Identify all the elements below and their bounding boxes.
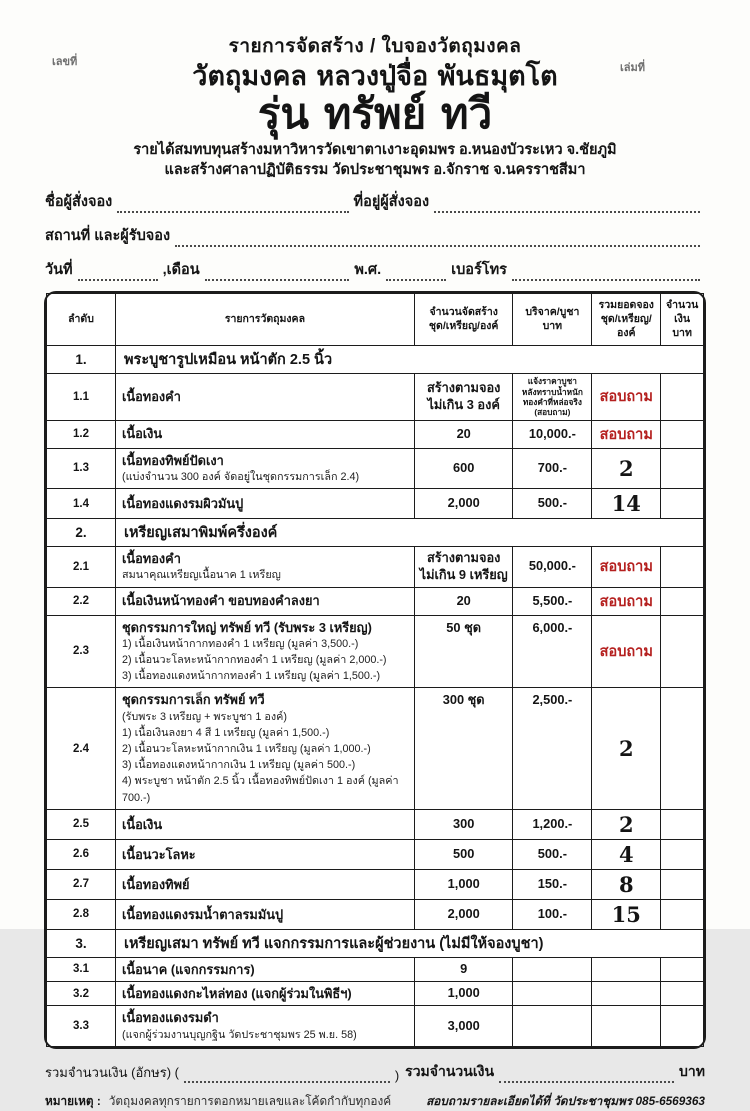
cell-line-sub: 1) เนื้อเงินลงยา 4 สี 1 เหรียญ (มูลค่า 1,500.-): [121, 726, 330, 739]
column-header-line: จำนวนจัดสร้าง: [429, 306, 498, 319]
phone-label: เบอร์โทร: [451, 262, 507, 279]
quantity-made-cell: [414, 899, 513, 929]
donation-price-cell: [513, 839, 592, 869]
amount-cell: [661, 869, 704, 899]
cell-line-sub: ทองคำที่หล่อจริง: [522, 396, 582, 407]
column-header: [414, 294, 513, 346]
cell-line-main: เนื้อทองแดงรมดำ: [121, 1010, 219, 1026]
cell-line-main: เนื้อนาค (แจกกรรมการ): [121, 961, 255, 977]
section-number: 2.: [47, 519, 116, 547]
cell-line-main: เนื้อทองแดงกะไหล่ทอง (แจกผู้ร่วมในพิธีฯ): [121, 985, 352, 1001]
section-number: 1.: [47, 346, 116, 374]
amount-cell: [661, 374, 704, 420]
donation-price-cell: [513, 587, 592, 615]
year-field[interactable]: [386, 266, 446, 281]
donation-price-cell: [513, 420, 592, 448]
place-receiver-label: สถานที่ และผู้รับจอง: [45, 228, 171, 245]
quantity-made-cell: [414, 957, 513, 981]
form-header: [0, 0, 750, 178]
item-description: [115, 1006, 414, 1046]
item-description: [115, 420, 414, 448]
cell-line-main: 600: [453, 460, 475, 475]
cell-line-main: 9: [460, 961, 468, 977]
column-header-line: บาท: [672, 326, 692, 339]
item-number: 2.1: [47, 547, 116, 587]
item-row: [47, 809, 704, 839]
total-booked-cell: [592, 420, 661, 448]
donation-price-cell: [513, 809, 592, 839]
cell-line-main: เนื้อทองคำ: [121, 551, 181, 567]
place-line: [45, 224, 705, 247]
donation-price-cell: [513, 374, 592, 420]
item-description: [115, 957, 414, 981]
item-row: [47, 688, 704, 809]
amount-cell: [661, 957, 704, 981]
item-number: 2.2: [47, 587, 116, 615]
inquire-stamp: สอบถาม: [599, 593, 653, 610]
note-line: [45, 1092, 705, 1111]
cell-line-main: เนื้อเงิน: [121, 426, 163, 442]
place-receiver-field[interactable]: [175, 232, 700, 247]
quantity-made-cell: [414, 489, 513, 519]
item-description: [115, 587, 414, 615]
donation-price-cell: [513, 688, 592, 809]
total-words-field[interactable]: [184, 1068, 390, 1083]
name-address-line: [45, 190, 705, 213]
cell-line-main: 2,000: [447, 905, 480, 921]
order-table-frame: [44, 291, 706, 1048]
purpose-line-1: รายได้สมทบทุนสร้างมหาวิหารวัดเขาตาเงาะอุดมพร อ.หนองบัวระเหว จ.ชัยภูมิ: [133, 141, 617, 158]
item-row: [47, 615, 704, 688]
item-number: 2.5: [47, 809, 116, 839]
date-field[interactable]: [78, 266, 158, 281]
total-words-close: ): [394, 1067, 400, 1083]
donation-price-cell: [513, 489, 592, 519]
donation-price-cell: [513, 1006, 592, 1046]
handwritten-count: 2: [618, 455, 634, 481]
item-number: 1.2: [47, 420, 116, 448]
item-number: 3.1: [47, 957, 116, 981]
cell-line-main: เนื้อทองทิพย์ปัดเงา: [121, 452, 224, 468]
total-booked-cell: [592, 374, 661, 420]
donation-price-cell: [513, 869, 592, 899]
cell-line-sub: สมนาคุณเหรียญเนื้อนาค 1 เหรียญ: [121, 569, 281, 582]
cell-line-main: 5,500.-: [532, 592, 573, 608]
donation-price-cell: [513, 547, 592, 587]
column-header-line: บริจาค/บูชา: [525, 306, 580, 319]
cell-line-main: 300 ชุด: [442, 692, 485, 708]
temple-title: วัตถุมงคล หลวงปู่จื่อ พันธมุตโต: [192, 60, 558, 92]
purpose-line-2: และสร้างศาลาปฏิบัติธรรม วัดประชาชุมพร อ.จักราช จ.นครราชสีมา: [164, 161, 586, 178]
item-number: 2.4: [47, 688, 116, 809]
amount-cell: [661, 547, 704, 587]
cell-line-main: 50 ชุด: [446, 619, 482, 635]
item-number: 1.4: [47, 489, 116, 519]
inquire-stamp: สอบถาม: [599, 643, 653, 660]
cell-line-main: 3,000: [447, 1017, 480, 1033]
note-text: วัตถุมงคลทุกรายการตอกหมายเลขและโค้ดกำกับทุกองค์: [108, 1093, 392, 1108]
orderer-address-field[interactable]: [434, 198, 700, 213]
cell-line-main: 500: [453, 845, 475, 861]
cell-line-main: เนื้อทองแดงรมน้ำตาลรมมันปู: [121, 906, 284, 922]
item-number: 2.8: [47, 899, 116, 929]
cell-line-main: แจ้งราคาบูชา: [527, 376, 577, 387]
contact-info: สอบถามรายละเอียดได้ที่ วัดประชาชุมพร 085-6569363: [426, 1093, 705, 1108]
form-title: รายการจัดสร้าง / ใบจองวัตถุมงคล: [228, 36, 522, 57]
note-label: หมายเหตุ :: [45, 1093, 101, 1108]
handwritten-count: 8: [618, 871, 634, 897]
cell-line-sub: (แจกผู้ร่วมงานบุญกฐิน วัดประชาชุมพร 25 พ.ย. 58): [121, 1028, 357, 1041]
item-description: [115, 489, 414, 519]
item-row: [47, 448, 704, 488]
item-row: [47, 839, 704, 869]
quantity-made-cell: [414, 448, 513, 488]
item-row: [47, 420, 704, 448]
amount-cell: [661, 981, 704, 1005]
quantity-made-cell: [414, 374, 513, 420]
amount-cell: [661, 809, 704, 839]
total-booked-cell: [592, 547, 661, 587]
total-line: [45, 1061, 705, 1083]
date-phone-line: [45, 258, 705, 281]
cell-line-main: 1,200.-: [532, 815, 573, 831]
section-title: พระบูชารูปเหมือน หน้าตัก 2.5 นิ้ว: [115, 346, 703, 374]
item-row: [47, 981, 704, 1005]
item-row: [47, 869, 704, 899]
quantity-made-cell: [414, 688, 513, 809]
amount-cell: [661, 899, 704, 929]
item-description: [115, 839, 414, 869]
donation-price-cell: [513, 981, 592, 1005]
order-table-head: [47, 294, 704, 346]
cell-line-main: 6,000.-: [532, 619, 573, 635]
amount-cell: [661, 587, 704, 615]
item-number: 2.3: [47, 615, 116, 688]
cell-line-main: 1,000: [447, 875, 480, 891]
inquire-stamp: สอบถาม: [599, 426, 653, 443]
item-description: [115, 869, 414, 899]
column-header-line: จำนวนเงิน: [665, 299, 699, 325]
donation-price-cell: [513, 899, 592, 929]
cell-line-main: 500.-: [537, 845, 567, 861]
cell-line-main: เนื้อนวะโลหะ: [121, 846, 196, 862]
total-booked-cell: [592, 981, 661, 1005]
section-title: เหรียญเสมาพิมพ์ครึ่งองค์: [115, 519, 703, 547]
item-number: 1.3: [47, 448, 116, 488]
cell-line-main: 1,000: [447, 985, 480, 1001]
cell-line-sub: 2) เนื้อนวะโลหะหน้ากากเงิน 1 เหรียญ (มูลค่า 1,000.-): [121, 742, 371, 755]
donation-price-cell: [513, 615, 592, 688]
cell-line-main: 20: [456, 425, 471, 441]
total-booked-cell: [592, 809, 661, 839]
total-booked-cell: [592, 899, 661, 929]
handwritten-count: 2: [618, 736, 634, 762]
amount-cell: [661, 489, 704, 519]
section-row: [47, 519, 704, 547]
handwritten-count: 4: [618, 841, 634, 867]
item-number: 2.7: [47, 869, 116, 899]
total-booked-cell: [592, 839, 661, 869]
total-words-label: รวมจำนวนเงิน (อักษร) (: [45, 1064, 179, 1080]
item-description: [115, 809, 414, 839]
cell-line-sub: หลังทราบน้ำหนัก: [521, 386, 583, 397]
item-number: 3.2: [47, 981, 116, 1005]
amount-cell: [661, 448, 704, 488]
amount-cell: [661, 839, 704, 869]
cell-line-sub: 4) พระบูชา หน้าตัก 2.5 นิ้ว เนื้อทองทิพย์ปัดเงา 1 องค์ (มูลค่า 700.-): [121, 775, 399, 804]
item-row: [47, 547, 704, 587]
cell-line-main: 50,000.-: [528, 558, 576, 574]
year-label: พ.ศ.: [354, 262, 382, 279]
item-description: [115, 981, 414, 1005]
column-header-line: ลำดับ: [68, 312, 94, 325]
cell-line-main: เนื้อทองทิพย์: [121, 876, 190, 892]
date-label: วันที่: [45, 262, 73, 279]
item-description: [115, 615, 414, 688]
section-title: เหรียญเสมา ทรัพย์ ทวี แจกกรรมการและผู้ช่วยงาน (ไม่มีให้จองบูชา): [115, 929, 703, 957]
cell-line-main: เนื้อเงินหน้าทองคำ ขอบทองคำลงยา: [121, 593, 320, 609]
cell-line-main: 700.-: [537, 460, 567, 475]
total-booked-cell: [592, 587, 661, 615]
baht-label: บาท: [679, 1062, 705, 1079]
column-header: [661, 294, 704, 346]
handwritten-count: 2: [618, 811, 634, 837]
cell-line-main: 20: [456, 592, 471, 608]
order-table-body: [47, 346, 704, 1047]
quantity-made-cell: [414, 869, 513, 899]
cell-line-sub: (รับพระ 3 เหรียญ + พระบูชา 1 องค์): [121, 710, 287, 723]
cell-line-main: ชุดกรรมการใหญ่ ทรัพย์ ทวี (รับพระ 3 เหรียญ): [121, 619, 372, 635]
amount-cell: [661, 1006, 704, 1046]
month-field[interactable]: [205, 266, 350, 281]
cell-line-main: 2,500.-: [532, 692, 573, 708]
total-booked-cell: [592, 615, 661, 688]
item-row: [47, 899, 704, 929]
cell-line-sub: 2) เนื้อนวะโลหะหน้ากากทองคำ 1 เหรียญ (มูลค่า 2,000.-): [121, 653, 387, 666]
section-number: 3.: [47, 929, 116, 957]
quantity-made-cell: [414, 1006, 513, 1046]
item-description: [115, 547, 414, 587]
header-row: [47, 294, 704, 346]
month-label: ,เดือน: [162, 262, 200, 279]
cell-line-sub: 3) เนื้อทองแดงหน้ากากทองคำ 1 เหรียญ (มูลค่า 1,500.-): [121, 670, 381, 683]
cell-line-sub: (แบ่งจำนวน 300 องค์ จัดอยู่ในชุดกรรมการเล็ก 2.4): [121, 470, 360, 483]
quantity-made-cell: [414, 587, 513, 615]
section-row: [47, 929, 704, 957]
inquire-stamp: สอบถาม: [599, 389, 653, 406]
cell-line-sub: ไม่เกิน 3 องค์: [427, 396, 500, 412]
donation-price-cell: [513, 448, 592, 488]
order-table: [46, 293, 704, 1046]
item-description: [115, 448, 414, 488]
orderer-name-label: ชื่อผู้สั่งจอง: [45, 194, 113, 211]
item-description: [115, 688, 414, 809]
quantity-made-cell: [414, 547, 513, 587]
donation-price-cell: [513, 957, 592, 981]
orderer-name-field[interactable]: [117, 198, 348, 213]
cell-line-main: 2,000: [447, 495, 480, 511]
cell-line-main: 10,000.-: [528, 425, 576, 441]
column-header-line: ชุด/เหรียญ/องค์: [600, 312, 652, 339]
orderer-address-label: ที่อยู่ผู้สั่งจอง: [353, 194, 430, 211]
cell-line-sub: 3) เนื้อทองแดงหน้ากากเงิน 1 เหรียญ (มูลค่า 500.-): [121, 759, 356, 772]
inquire-stamp: สอบถาม: [599, 559, 653, 576]
cell-line-main: สร้างตามจอง: [426, 550, 501, 566]
total-booked-cell: [592, 448, 661, 488]
column-header-line: รายการวัตถุมงคล: [224, 312, 306, 325]
total-booked-cell: [592, 688, 661, 809]
note-block: [45, 1092, 391, 1111]
column-header: [115, 294, 414, 346]
amount-cell: [661, 420, 704, 448]
cell-line-sub: 1) เนื้อเงินหน้ากากทองคำ 1 เหรียญ (มูลค่า 3,500.-): [121, 637, 359, 650]
cell-line-main: 150.-: [537, 875, 567, 891]
item-number: 2.6: [47, 839, 116, 869]
total-booked-cell: [592, 1006, 661, 1046]
item-row: [47, 374, 704, 420]
item-row: [47, 1006, 704, 1046]
item-row: [47, 957, 704, 981]
item-row: [47, 587, 704, 615]
quantity-made-cell: [414, 615, 513, 688]
book-number-label: เล่มที่: [620, 62, 646, 74]
cell-line-main: 500.-: [537, 495, 567, 511]
cell-line-sub: ไม่เกิน 9 เหรียญ: [419, 566, 508, 582]
item-number: 1.1: [47, 374, 116, 420]
handwritten-count: 15: [611, 901, 641, 927]
cell-line-sub: (สอบถาม): [534, 407, 571, 418]
section-row: [47, 346, 704, 374]
item-number: 3.3: [47, 1006, 116, 1046]
form-footer: [45, 1061, 705, 1111]
total-booked-cell: [592, 869, 661, 899]
cell-line-main: ชุดกรรมการเล็ก ทรัพย์ ทวี: [121, 692, 265, 708]
cell-line-main: 300: [453, 815, 475, 831]
cell-line-main: สร้างตามจอง: [426, 380, 501, 396]
item-description: [115, 899, 414, 929]
amount-cell: [661, 688, 704, 809]
quantity-made-cell: [414, 839, 513, 869]
total-booked-cell: [592, 957, 661, 981]
column-header-line: รวมยอดจอง: [598, 299, 654, 312]
edition-title: รุ่น ทรัพย์ ทวี: [257, 88, 493, 138]
total-amount-field[interactable]: [499, 1068, 674, 1083]
column-header: [513, 294, 592, 346]
column-header: [47, 294, 116, 346]
document-number-label: เลขที่: [52, 56, 78, 68]
item-row: [47, 489, 704, 519]
handwritten-count: 14: [611, 491, 641, 517]
order-info-fields: [45, 190, 705, 281]
total-booked-cell: [592, 489, 661, 519]
column-header: [592, 294, 661, 346]
cell-line-main: เนื้อทองแดงรมผิวมันปู: [121, 495, 244, 511]
quantity-made-cell: [414, 420, 513, 448]
quantity-made-cell: [414, 981, 513, 1005]
quantity-made-cell: [414, 809, 513, 839]
cell-line-main: เนื้อเงิน: [121, 816, 163, 832]
column-header-line: ชุด/เหรียญ/องค์: [428, 319, 499, 332]
total-amount-label: รวมจำนวนเงิน: [405, 1062, 495, 1079]
item-description: [115, 374, 414, 420]
cell-line-main: 100.-: [537, 905, 567, 921]
column-header-line: บาท: [542, 319, 563, 332]
amount-cell: [661, 615, 704, 688]
cell-line-main: เนื้อทองคำ: [121, 389, 181, 405]
phone-field[interactable]: [512, 266, 700, 281]
